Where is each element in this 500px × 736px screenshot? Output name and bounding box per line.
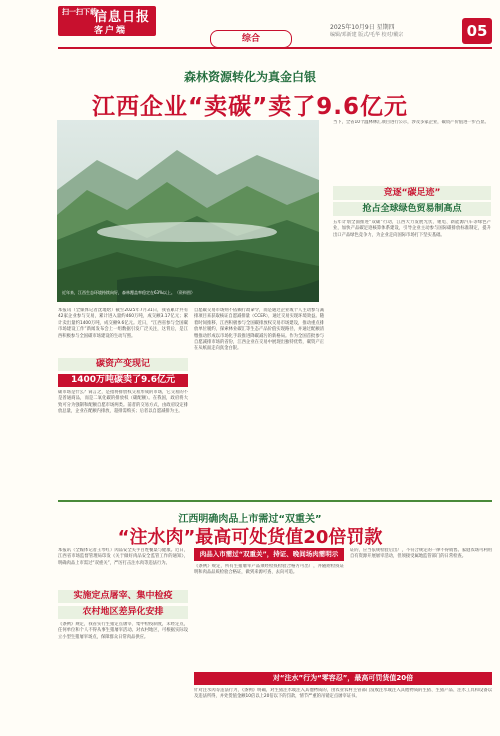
subhead-slaughter: 实施定点屠宰、集中检疫 — [58, 590, 188, 603]
subhead-1400-tons: 1400万吨碳卖了9.6亿元 — [58, 374, 188, 387]
subhead-carbon-asset: 碳资产变现记 — [58, 358, 188, 371]
section-label: 综合 — [210, 30, 292, 48]
newspaper-logo: 信息日报 — [94, 10, 151, 25]
masthead — [0, 0, 500, 50]
redbar-dual-checks: 肉品入市需过“双重关”，持证、晚间场肉需明示 — [194, 548, 344, 561]
story1-col1-body: 碳市场是什么？简言之，是指将排放权交易形成的市场，它交易的不是普通商品，而是二氧化碳的排放权（碳配额）。在我国，政府将大致可分为强制和配额自愿市场两类。前者的交易方式，由政府设定排放总量，企业在配额内排放，超排需购买；后者以自愿减排为主。 — [58, 390, 188, 415]
story2-mid-body: 《条例》规定，所有生猪屠宰产品须经检疫检验合格方可出厂，并随附检疫证明和肉品品质检验合格证，做到来源可查、去向可追。 — [194, 564, 344, 576]
story2-right-body: 证的，应当依规检验后出厂，不符合规定的一律不得销售。家庭农场可利用自有资源开展屠宰活动，但须接受属地监管部门的日常检查。 — [350, 548, 492, 560]
story2-bottom-body: 针对注水肉等违法行为，《条例》明确，对生猪注水或注入其他物质的，由农业农村主管部门没收注水或注入其他物质的生猪、生猪产品、注水工具和设备以及违法所得，并处货值金额10倍以上20倍以下的罚款，情节严重的吊销定点屠宰证书。 — [194, 688, 492, 700]
editors-line: 编辑/邓新建 版式/毛华 校对/戴宗 — [330, 32, 404, 38]
scan-download-label[interactable]: 扫一扫下载 — [62, 8, 97, 16]
subhead-carbon-footprint: 竞逐“碳足迹” — [333, 186, 491, 200]
photo-caption: 近年来，江西生态环境持续向好，森林覆盖率稳定在63%以上。（资料图） — [62, 290, 195, 295]
subhead-green-trade: 抢占全球绿色贸易制高点 — [333, 202, 491, 216]
masthead-rule — [58, 47, 492, 49]
issue-date: 2025年10月9日 星期四 — [330, 24, 395, 31]
story2-col1-body: 《条例》规定，我省实行生猪定点屠宰、集中检疫制度，未经定点，任何单位和个人不得从事生猪屠宰活动。对农村地区，可根据实际设立小型生猪屠宰场点，保障群众日常肉品供应。 — [58, 622, 188, 640]
story1-kicker: 森林资源转化为真金白银 — [183, 70, 316, 84]
story1-col2-body: 自愿碳交易市场则不依赖行政命令，而是通过企业或个人主动参与减排项目来获取核证自愿减排量（CCER），通过交易实现环境效益。随着时间推移，江西积极参与全国碳排放权交易市场建设，推动重点排放单位履约，探索林业碳汇等生态产品价值实现路径，并通过配额清缴推动形成以市场化手段推进降碳减污的新格局。作为全国首批参与自愿减排市场的省份，江西企业在交易中展现出独特优势，碳资产正在从纸面走向真金白银。 — [194, 308, 324, 352]
page-number-badge: 05 — [462, 18, 492, 44]
redbar-zero-tolerance: 对“注水”行为“零容忍”，最高可罚货值20倍 — [194, 672, 492, 685]
forest-photo — [57, 120, 319, 302]
story2-headline: “注水肉”最高可处货值20倍罚款 — [117, 527, 383, 548]
story2-lead: 本报讯（全媒体记者王琴红）肉品安全关乎百姓餐桌与健康。近日，江西省市场监督管理局印发《关于做好肉品安全监管工作的通知》，明确肉品上市需过“双重关”，严厉打击注水肉等违法行为。 — [58, 548, 188, 566]
story1-col3-body: 五年计划全面推进“双碳”行动，江西大力发展光伏、锂电、新能源汽车等绿色产业，加快产品碳足迹核算体系建设，引导企业主动参与国际碳排放标准制定，提升出口产品绿色竞争力，为企业走向国际市场打下坚实基础。 — [333, 220, 491, 238]
story1-col3-lead: 当下，全省10个温林林汇项目进行公示，涉及多家企业，碳资产价值进一步凸显。 — [333, 120, 489, 125]
story1-headline: 江西企业“卖碳”卖了9.6亿元 — [92, 94, 408, 120]
story2-kicker: 江西明确肉品上市需过“双重关” — [178, 514, 322, 525]
story-divider — [58, 500, 492, 502]
forest-landscape-image — [57, 120, 319, 302]
client-label: 客户端 — [94, 26, 128, 36]
subhead-rural: 农村地区差异化安排 — [58, 606, 188, 619]
story1-lead: 本报讯（全媒体记者沈琨晗）截至2025年7月31日，我省累计共有42家企业参与交易，累计进入量约460万吨，成交额3.17亿元；累计卖出量约1400万吨，成交额9.6亿元。近日，“江西省参与全国碳市场建设工作”新闻发布会上一组数据引发广泛关注，这背后，是江西积极参与全国碳市场建设的生动写照。 — [58, 308, 188, 339]
